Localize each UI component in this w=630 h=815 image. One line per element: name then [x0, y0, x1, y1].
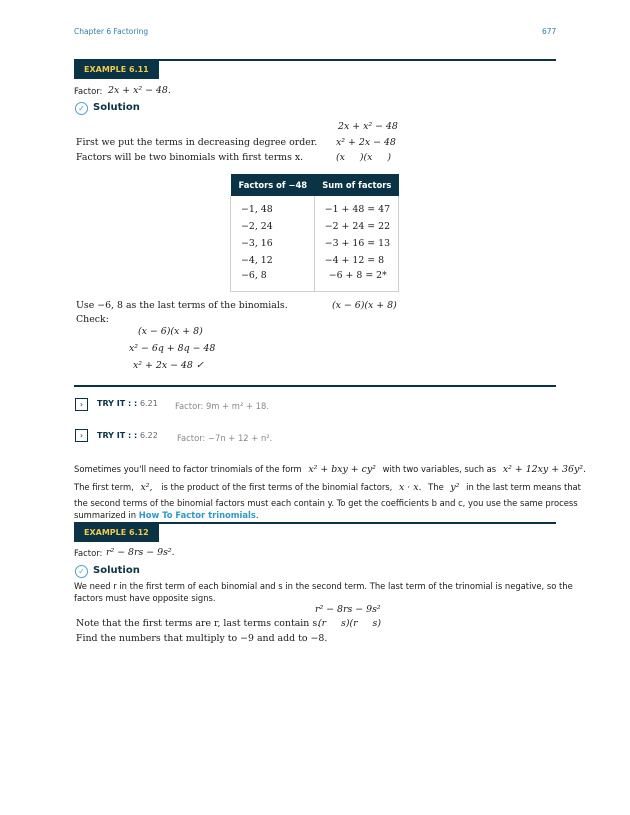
table-row: [231, 252, 399, 269]
step-text: First we put the terms in decreasing degree order.: [76, 137, 318, 148]
step-math: (r s)(r s): [318, 618, 382, 629]
text-span: The: [428, 482, 444, 492]
problem-expression: 2x + x² − 48.: [108, 85, 171, 96]
step-text: Find the numbers that multiply to −9 and add to −8.: [76, 633, 328, 644]
check-line: x² + 2x − 48 ✓: [133, 360, 204, 371]
table-cell: −3 + 16 = 13: [314, 235, 398, 252]
factor-label: Factor:: [74, 548, 103, 558]
table-row: [231, 269, 399, 292]
paragraph-line: [74, 510, 259, 520]
table-header-row: [231, 174, 399, 196]
text-span: summarized in: [74, 510, 137, 520]
try-it-text: TRY IT : :: [97, 431, 138, 440]
chapter-title: Chapter 6 Factoring: [74, 27, 149, 36]
check-line: (x − 6)(x + 8): [138, 326, 203, 337]
paragraph-line: [74, 482, 581, 493]
problem-expression: r² − 8rs − 9s².: [106, 547, 175, 558]
text-span: is the product of the first terms of the binomial factors,: [161, 482, 393, 492]
try-it-label: [97, 399, 158, 408]
chevron-right-icon[interactable]: ›: [75, 398, 88, 411]
table-cell: −6 + 8 = 2*: [314, 269, 398, 292]
solution-check-icon: ✓: [75, 565, 88, 578]
factor-label: Factor:: [74, 86, 103, 96]
step-math: (x − 6)(x + 8): [332, 300, 397, 311]
table-row: [231, 196, 399, 218]
paragraph-line: the second terms of the binomial factors must each contain y. To get the coefficients b and c, you use the same process: [74, 498, 578, 508]
try-it-number: 6.22: [139, 431, 158, 440]
math-span: x²,: [140, 482, 153, 493]
expression-original: r² − 8rs − 9s²: [315, 604, 381, 615]
step-text: Use −6, 8 as the last terms of the binomials.: [76, 300, 288, 311]
try-it-number: 6.21: [139, 399, 158, 408]
expression-original: 2x + x² − 48: [338, 121, 398, 132]
paragraph-line: We need r in the first term of each binomial and s in the second term. The last term of the trinomial is negative, so the: [74, 581, 573, 591]
example-tag: EXAMPLE 6.12: [74, 524, 159, 542]
factors-table: [230, 174, 399, 292]
table-cell: −6, 8: [231, 269, 315, 292]
math-span: x² + 12xy + 36y².: [502, 464, 587, 475]
example-tag: EXAMPLE 6.11: [74, 61, 159, 79]
step-text: Factors will be two binomials with first terms x.: [76, 152, 304, 163]
table-row: [231, 235, 399, 252]
table-cell: −4 + 12 = 8: [314, 252, 398, 269]
step-math: x² + 2x − 48: [336, 137, 396, 148]
step-math: (x )(x ): [336, 152, 392, 163]
chevron-right-icon[interactable]: ›: [75, 429, 88, 442]
try-it-text: TRY IT : :: [97, 399, 138, 408]
solution-heading: Solution: [93, 565, 140, 576]
example-rule-bottom: [74, 385, 556, 387]
table-cell: −1 + 48 = 47: [314, 196, 398, 218]
table-row: [231, 218, 399, 235]
math-span: y²: [450, 482, 460, 493]
try-it-problem: Factor: −7n + 12 + n².: [177, 433, 273, 443]
math-span: x² + bxy + cy²: [308, 464, 376, 475]
text-span: in the last term means that: [466, 482, 581, 492]
solution-heading: Solution: [93, 102, 140, 113]
table-header: Sum of factors: [314, 174, 398, 196]
table-cell: −4, 12: [231, 252, 315, 269]
table-cell: −1, 48: [231, 196, 315, 218]
table-cell: −2, 24: [231, 218, 315, 235]
try-it-label: [97, 431, 158, 440]
table-cell: −2 + 24 = 22: [314, 218, 398, 235]
step-text: Note that the first terms are r, last terms contain s.: [76, 618, 321, 629]
how-to-factor-link[interactable]: How To Factor trinomials: [138, 510, 256, 520]
solution-check-icon: ✓: [75, 102, 88, 115]
text-span: .: [255, 510, 259, 520]
text-span: with two variables, such as: [382, 464, 497, 474]
paragraph-line: [74, 464, 586, 475]
check-line: x² − 6q + 8q − 48: [129, 343, 216, 354]
try-it-problem: Factor: 9m + m² + 18.: [175, 401, 269, 411]
table-cell: −3, 16: [231, 235, 315, 252]
text-span: The first term,: [74, 482, 134, 492]
text-span: Sometimes you'll need to factor trinomials of the form: [74, 464, 302, 474]
math-span: x · x.: [398, 482, 422, 493]
table-header: Factors of −48: [231, 174, 315, 196]
page-number: 677: [542, 27, 557, 36]
paragraph-line: factors must have opposite signs.: [74, 593, 216, 603]
check-label: Check:: [76, 314, 109, 325]
